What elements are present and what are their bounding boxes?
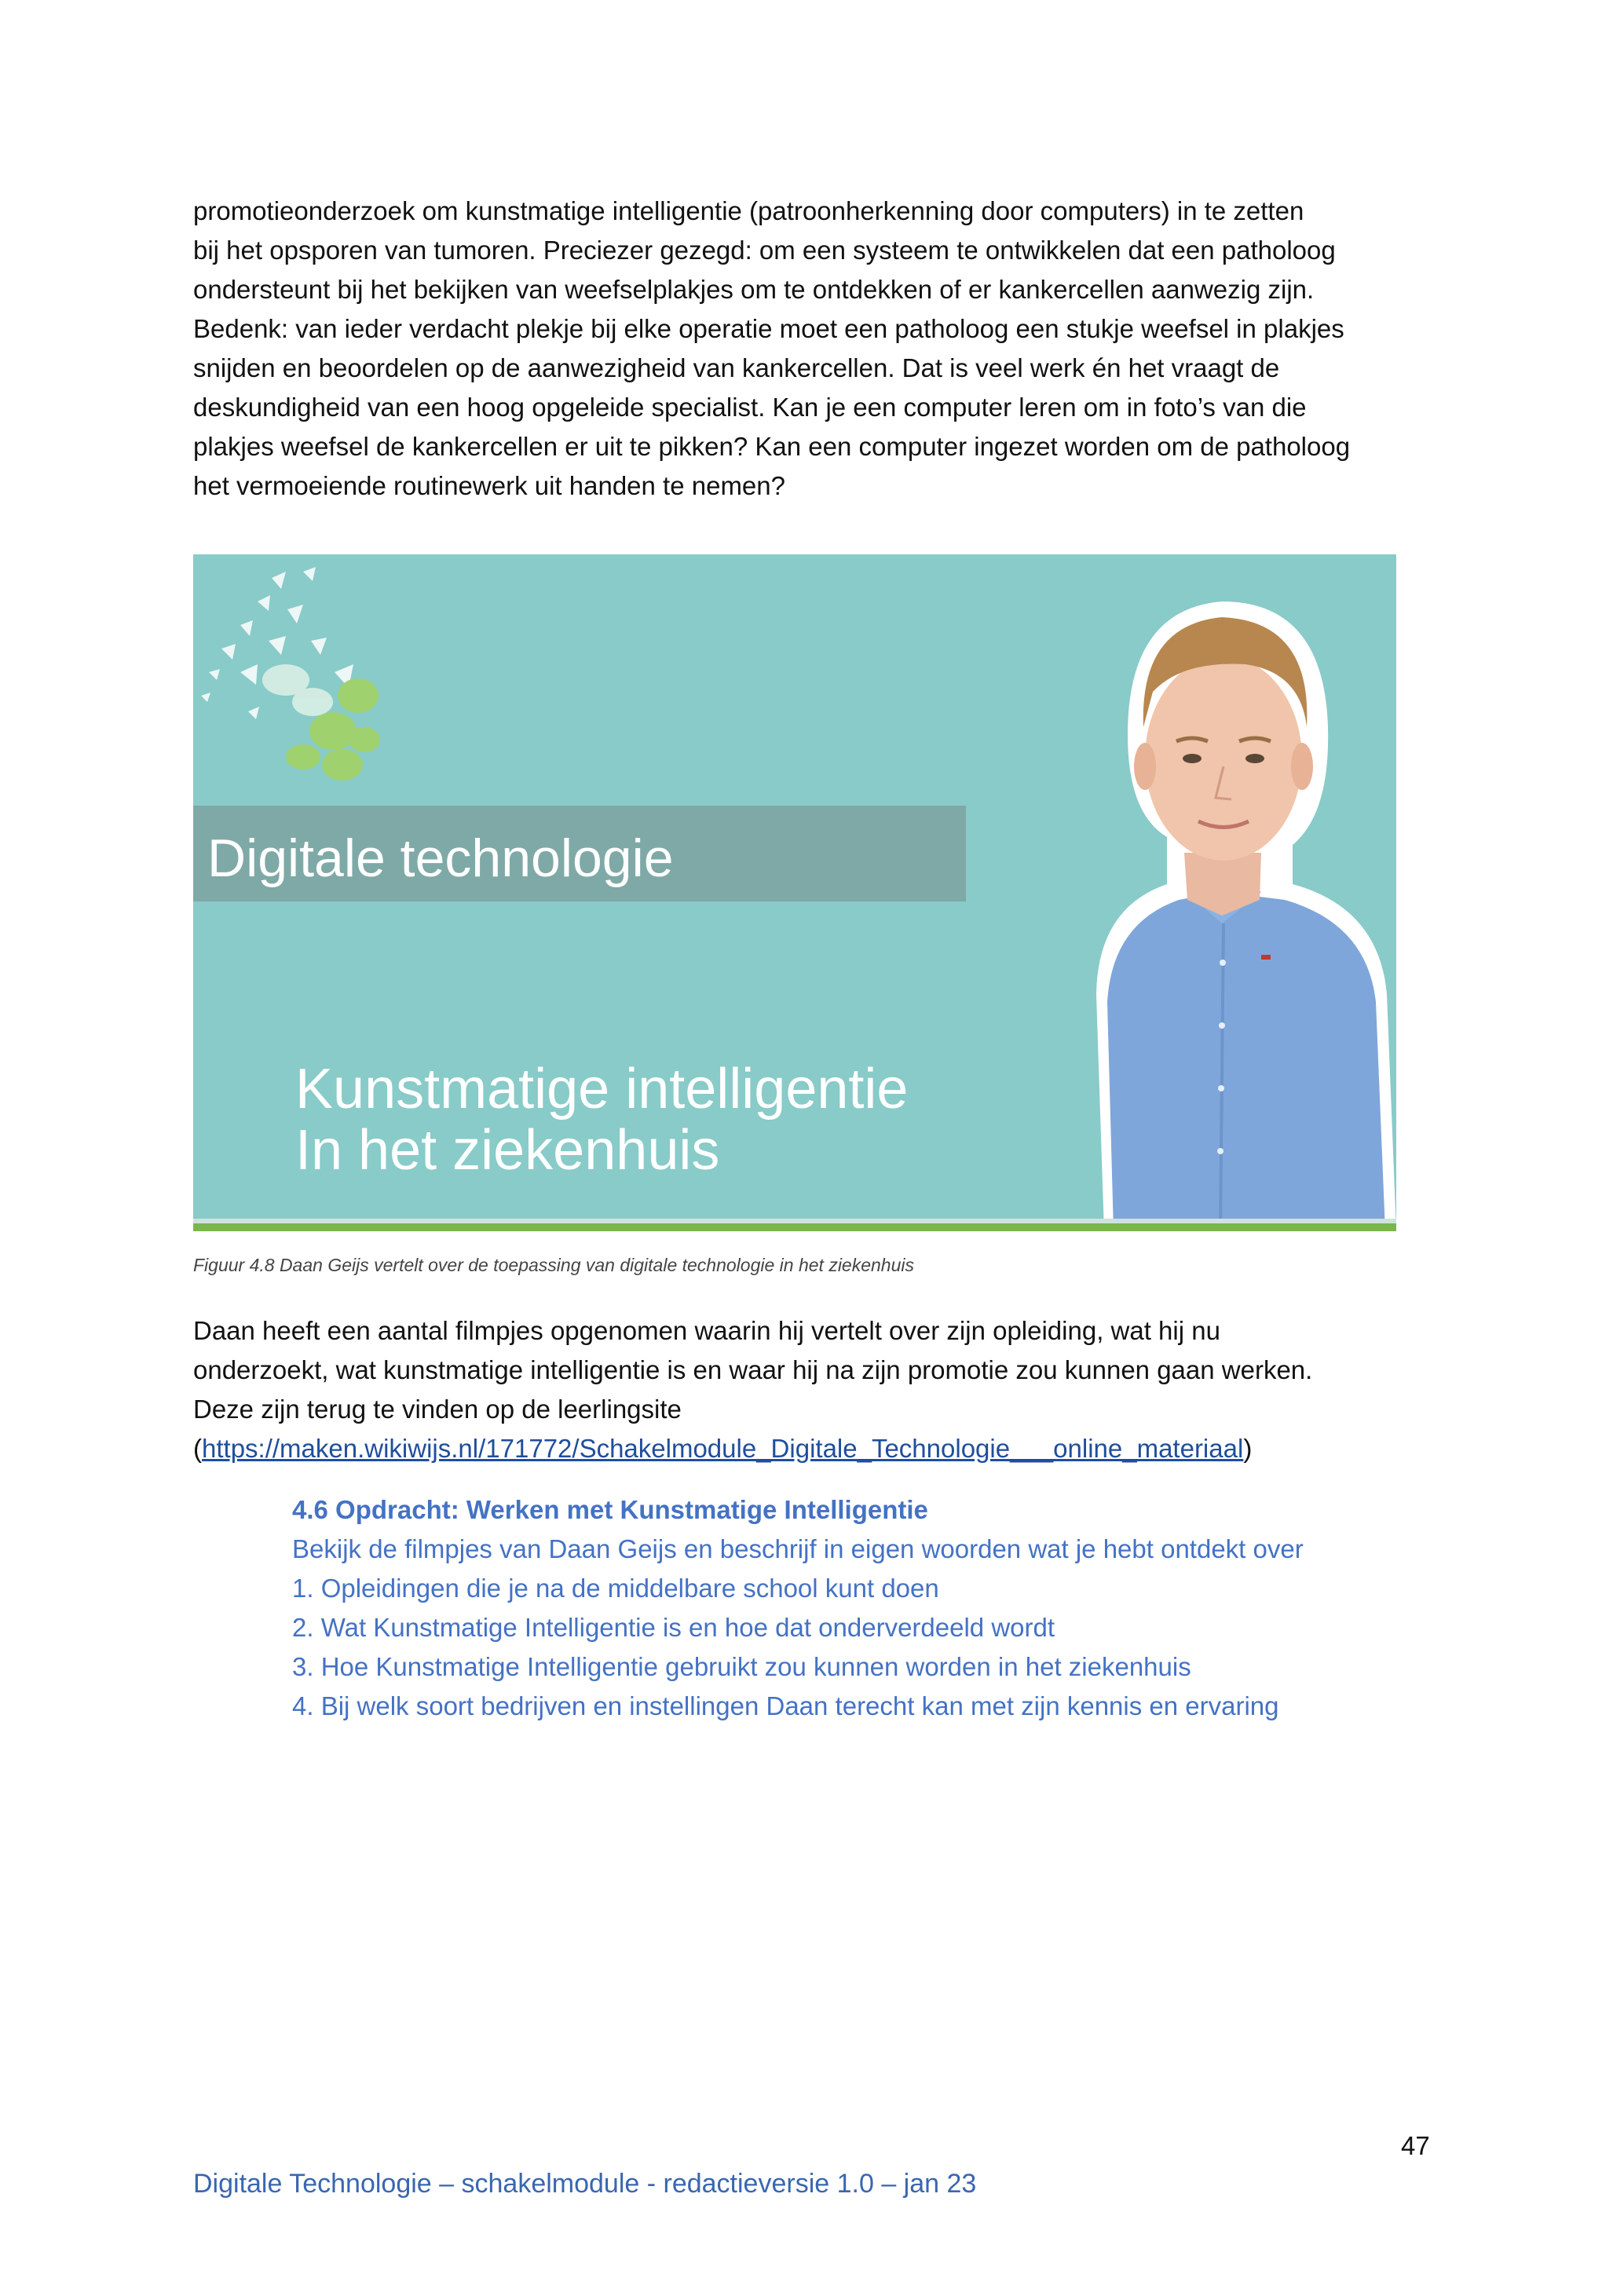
- presenter-portrait: [1010, 554, 1396, 1231]
- video-thumbnail-figure: [193, 554, 1396, 1231]
- assignment-block: [292, 1490, 1304, 1726]
- assignment-item: 1. Opleidingen die je na de middelbare school kunt doen: [292, 1574, 939, 1603]
- assignment-item: 3. Hoe Kunstmatige Intelligentie gebruikt zou kunnen worden in het ziekenhuis: [292, 1652, 1191, 1681]
- body-line: Daan heeft een aantal filmpjes opgenomen waarin hij vertelt over zijn opleiding, wat hij nu: [193, 1316, 1220, 1345]
- intro-line: het vermoeiende routinewerk uit handen te nemen?: [193, 471, 785, 500]
- assignment-intro: Bekijk de filmpjes van Daan Geijs en beschrijf in eigen woorden wat je hebt ontdekt over: [292, 1534, 1304, 1563]
- intro-paragraph: [193, 192, 1450, 506]
- link-close-paren: ): [1243, 1434, 1253, 1463]
- intro-line: snijden en beoordelen op de aanwezigheid van kankercellen. Dat is veel werk én het vraagt de: [193, 353, 1280, 382]
- figure-title: Digitale technologie: [207, 828, 674, 888]
- body-line: onderzoekt, wat kunstmatige intelligentie is en waar hij na zijn promotie zou kunnen gaan werken.: [193, 1355, 1313, 1384]
- assignment-title: 4.6 Opdracht: Werken met Kunstmatige Intelligentie: [292, 1495, 928, 1524]
- intro-line: bij het opsporen van tumoren. Preciezer gezegd: om een systeem te ontwikkelen dat een patholoog: [193, 236, 1336, 265]
- assignment-item: 4. Bij welk soort bedrijven en instellingen Daan terecht kan met zijn kennis en ervaring: [292, 1691, 1279, 1720]
- intro-line: Bedenk: van ieder verdacht plekje bij elke operatie moet een patholoog een stukje weefsel in plakjes: [193, 314, 1344, 343]
- wikiwijs-link[interactable]: https://maken.wikiwijs.nl/171772/Schakelmodule_Digitale_Technologie___online_materiaal: [202, 1434, 1244, 1463]
- body-line: Deze zijn terug te vinden op de leerlingsite: [193, 1395, 682, 1424]
- figure-stripe-green: [193, 1223, 1396, 1231]
- assignment-item: 2. Wat Kunstmatige Intelligentie is en hoe dat onderverdeeld wordt: [292, 1613, 1055, 1642]
- intro-line: promotieonderzoek om kunstmatige intelligentie (patroonherkenning door computers) in te zetten: [193, 196, 1304, 225]
- figure-subtitle-line1: Kunstmatige intelligentie: [295, 1058, 909, 1121]
- intro-line: deskundigheid van een hoog opgeleide specialist. Kan je een computer leren om in foto’s van die: [193, 393, 1307, 422]
- body-paragraph: [193, 1311, 1450, 1468]
- page-footer: Digitale Technologie – schakelmodule - redactieversie 1.0 – jan 23: [193, 2169, 977, 2199]
- intro-line: ondersteunt bij het bekijken van weefselplakjes om te ontdekken of er kankercellen aanwezig zijn.: [193, 275, 1315, 304]
- figure-subtitle-line2: In het ziekenhuis: [295, 1119, 720, 1182]
- figure-caption: Figuur 4.8 Daan Geijs vertelt over de toepassing van digitale technologie in het ziekenhuis: [193, 1255, 915, 1275]
- page-number: 47: [1401, 2131, 1430, 2160]
- intro-line: plakjes weefsel de kankercellen er uit te pikken? Kan een computer ingezet worden om de patholoog: [193, 432, 1351, 461]
- link-open-paren: (: [193, 1434, 202, 1463]
- body-link-line: [193, 1429, 1450, 1468]
- digital-shards-logo-icon: [193, 554, 397, 798]
